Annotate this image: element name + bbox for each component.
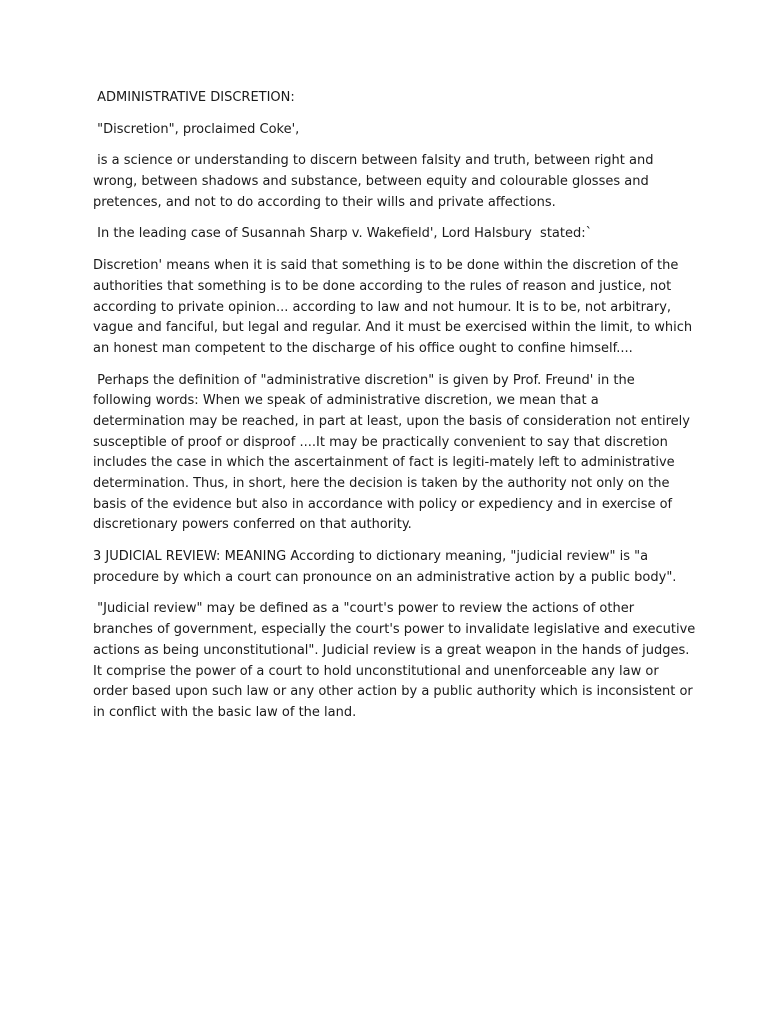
text-line: actions as being unconstitutional". Judicial review is a great weapon in the hands of judges. xyxy=(93,642,690,658)
paragraph-gap xyxy=(93,360,683,371)
text-line: authorities that something is to be done according to the rules of reason and justice, not xyxy=(93,278,672,294)
coke-quote-intro xyxy=(93,120,683,141)
text-line: according to private opinion... according to law and not humour. It is to be, not arbitrary, xyxy=(93,299,672,315)
text-line: is a science or understanding to discern between falsity and truth, between right and xyxy=(93,153,654,169)
text-line: susceptible of proof or disproof ....It may be practically convenient to say that discretion xyxy=(93,434,668,450)
text-line: "Discretion", proclaimed Coke', xyxy=(93,121,300,137)
judicial-review-meaning-paragraph xyxy=(93,547,683,588)
paragraph-gap xyxy=(93,213,683,224)
freund-definition-paragraph xyxy=(93,371,690,537)
coke-quote-paragraph xyxy=(93,151,683,213)
text-line: includes the case in which the ascertainment of fact is legiti-mately left to administrative xyxy=(93,455,675,471)
text-line: Perhaps the definition of "administrative discretion" is given by Prof. Freund' in the xyxy=(93,372,635,388)
text-line: discretionary powers conferred on that authority. xyxy=(93,517,412,533)
text-line: In the leading case of Susannah Sharp v. Wakefield', Lord Halsbury stated:` xyxy=(93,226,593,242)
text-line: in conflict with the basic law of the land. xyxy=(93,704,357,720)
paragraph-gap xyxy=(93,588,683,599)
paragraph-gap xyxy=(93,245,683,256)
text-line: branches of government, especially the court's power to invalidate legislative and executive xyxy=(93,622,696,638)
text-line: pretences, and not to do according to their wills and private affections. xyxy=(93,194,556,210)
text-line: wrong, between shadows and substance, between equity and colourable glosses and xyxy=(93,174,649,190)
document-page xyxy=(93,88,696,724)
text-line: 3 JUDICIAL REVIEW: MEANING According to dictionary meaning, "judicial review" is "a xyxy=(93,549,649,565)
text-line: determination. Thus, in short, here the decision is taken by the authority not only on the xyxy=(93,476,670,491)
text-line: "Judicial review" may be defined as a "court's power to review the actions of other xyxy=(93,601,635,617)
paragraph-gap xyxy=(93,536,683,547)
halsbury-intro xyxy=(93,224,683,245)
text-line: procedure by which a court can pronounce on an administrative action by a public body". xyxy=(93,569,677,585)
text-line: vague and fanciful, but legal and regular. And it must be exercised within the limit, to which xyxy=(93,320,693,336)
halsbury-quote-paragraph xyxy=(93,256,693,359)
paragraph-gap xyxy=(93,109,683,120)
text-line: order based upon such law or any other action by a public authority which is inconsistent or xyxy=(93,684,693,700)
heading-administrative-discretion xyxy=(93,88,683,109)
text-line: ADMINISTRATIVE DISCRETION: xyxy=(93,90,295,105)
text-line: following words: When we speak of administrative discretion, we mean that a xyxy=(93,393,599,409)
text-line: determination may be reached, in part at least, upon the basis of consideration not entirely xyxy=(93,413,690,429)
text-line: Discretion' means when it is said that something is to be done within the discretion of the xyxy=(93,258,679,274)
judicial-review-definition-paragraph xyxy=(93,599,696,723)
text-line: an honest man competent to the discharge of his office ought to confine himself.... xyxy=(93,340,633,356)
text-line: basis of the evidence but also in accordance with policy or expediency and in exercise of xyxy=(93,496,673,512)
text-line: It comprise the power of a court to hold unconstitutional and unenforceable any law or xyxy=(93,663,659,679)
paragraph-gap xyxy=(93,140,683,151)
